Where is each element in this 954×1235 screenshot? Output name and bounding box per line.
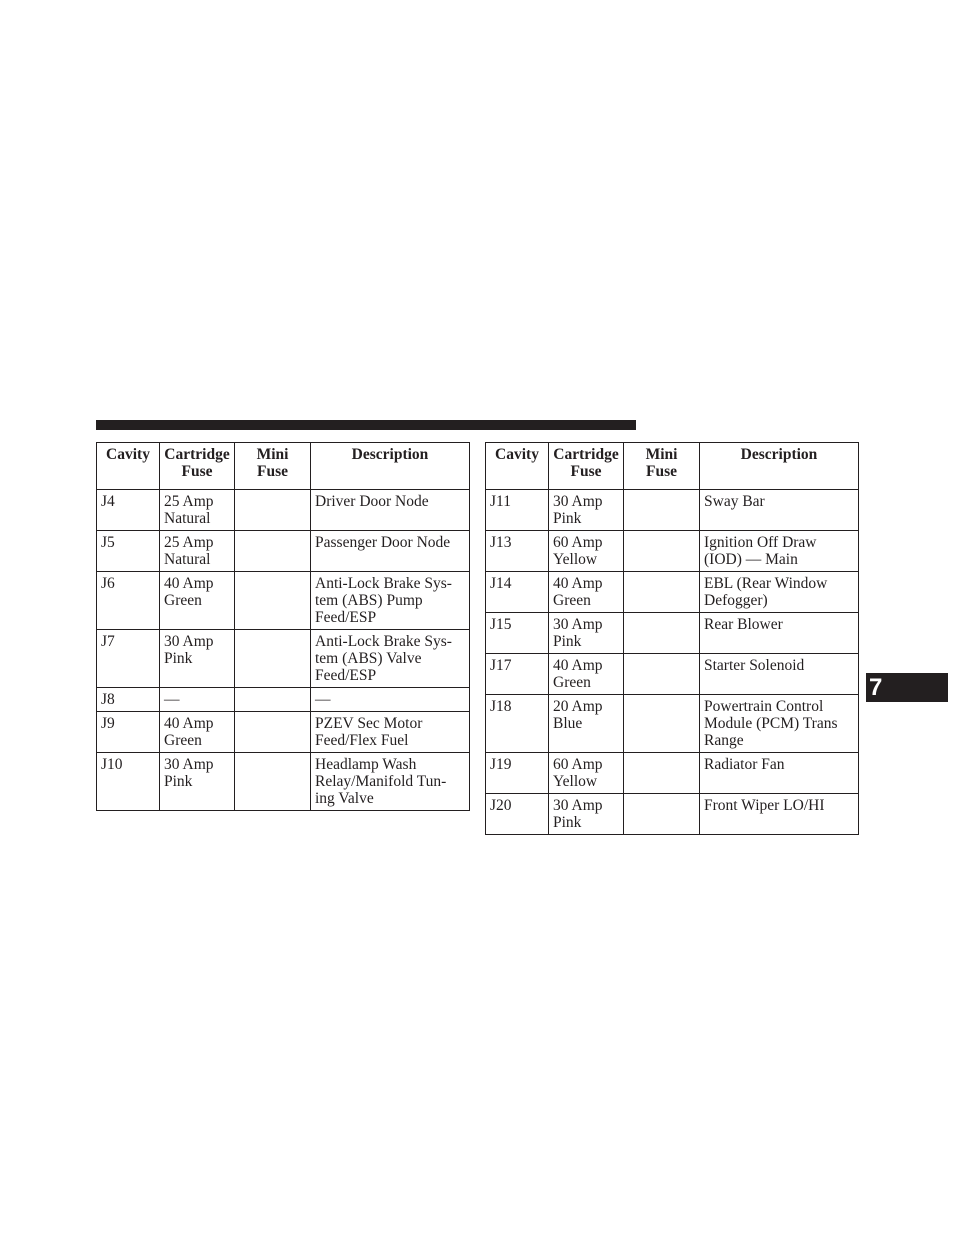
cell-cavity: J5: [97, 531, 160, 572]
fuse-table-left: [96, 442, 470, 811]
cell-cavity: J17: [486, 654, 549, 695]
cell-mini-fuse: [624, 531, 700, 572]
cell-mini-fuse: [624, 753, 700, 794]
header-mini-fuse: Mini Fuse: [624, 443, 700, 490]
cell-mini-fuse: [235, 572, 311, 630]
cell-cavity: J8: [97, 688, 160, 712]
cell-description: Powertrain Control Module (PCM) Trans Range: [700, 695, 859, 753]
header-cavity: Cavity: [97, 443, 160, 490]
cell-cavity: J4: [97, 490, 160, 531]
cell-cartridge-fuse: 40 Amp Green: [160, 712, 235, 753]
cell-cartridge-fuse: 60 Amp Yellow: [549, 531, 624, 572]
cell-cavity: J7: [97, 630, 160, 688]
table-row: [486, 572, 859, 613]
cell-mini-fuse: [235, 490, 311, 531]
table-row: [486, 490, 859, 531]
cell-cavity: J9: [97, 712, 160, 753]
cell-description: EBL (Rear Window Defogger): [700, 572, 859, 613]
cell-cartridge-fuse: 30 Amp Pink: [549, 794, 624, 835]
cell-description: —: [311, 688, 470, 712]
cell-mini-fuse: [235, 712, 311, 753]
cell-cavity: J11: [486, 490, 549, 531]
table-header-row: [97, 443, 470, 490]
cell-mini-fuse: [235, 630, 311, 688]
cell-description: Radiator Fan: [700, 753, 859, 794]
cell-description: Headlamp Wash Relay/Manifold Tun- ing Valve: [311, 753, 470, 811]
cell-cartridge-fuse: 25 Amp Natural: [160, 531, 235, 572]
cell-mini-fuse: [624, 613, 700, 654]
cell-cavity: J15: [486, 613, 549, 654]
cell-cartridge-fuse: 30 Amp Pink: [549, 613, 624, 654]
cell-description: Driver Door Node: [311, 490, 470, 531]
header-mini-fuse: Mini Fuse: [235, 443, 311, 490]
table-body: [486, 490, 859, 835]
chapter-tab: 7: [866, 673, 948, 702]
table-row: [97, 490, 470, 531]
cell-description: Starter Solenoid: [700, 654, 859, 695]
cell-description: Rear Blower: [700, 613, 859, 654]
cell-cartridge-fuse: 40 Amp Green: [160, 572, 235, 630]
cell-mini-fuse: [624, 794, 700, 835]
cell-cartridge-fuse: 30 Amp Pink: [160, 753, 235, 811]
table-row: [97, 531, 470, 572]
cell-mini-fuse: [235, 531, 311, 572]
cell-cartridge-fuse: 40 Amp Green: [549, 654, 624, 695]
table-header-row: [486, 443, 859, 490]
cell-cartridge-fuse: 40 Amp Green: [549, 572, 624, 613]
table-row: [486, 794, 859, 835]
table-row: [486, 695, 859, 753]
header-description: Description: [311, 443, 470, 490]
cell-mini-fuse: [624, 695, 700, 753]
cell-cavity: J19: [486, 753, 549, 794]
cell-cavity: J20: [486, 794, 549, 835]
table-row: [97, 688, 470, 712]
cell-cavity: J13: [486, 531, 549, 572]
table-row: [486, 654, 859, 695]
table-row: [97, 712, 470, 753]
header-description: Description: [700, 443, 859, 490]
table-row: [486, 531, 859, 572]
table-body: [97, 490, 470, 811]
cell-cartridge-fuse: —: [160, 688, 235, 712]
table-row: [486, 753, 859, 794]
cell-cartridge-fuse: 20 Amp Blue: [549, 695, 624, 753]
cell-mini-fuse: [624, 572, 700, 613]
cell-cartridge-fuse: 30 Amp Pink: [160, 630, 235, 688]
cell-cartridge-fuse: 25 Amp Natural: [160, 490, 235, 531]
cell-mini-fuse: [624, 490, 700, 531]
table-row: [97, 630, 470, 688]
table-row: [97, 753, 470, 811]
table-row: [97, 572, 470, 630]
cell-mini-fuse: [624, 654, 700, 695]
cell-description: Passenger Door Node: [311, 531, 470, 572]
header-cavity: Cavity: [486, 443, 549, 490]
cell-mini-fuse: [235, 753, 311, 811]
cell-cavity: J14: [486, 572, 549, 613]
cell-description: Ignition Off Draw (IOD) — Main: [700, 531, 859, 572]
header-cartridge-fuse: Cartridge Fuse: [160, 443, 235, 490]
section-rule: [96, 420, 636, 430]
cell-cartridge-fuse: 60 Amp Yellow: [549, 753, 624, 794]
cell-description: PZEV Sec Motor Feed/Flex Fuel: [311, 712, 470, 753]
table-row: [486, 613, 859, 654]
cell-cavity: J10: [97, 753, 160, 811]
cell-description: Front Wiper LO/HI: [700, 794, 859, 835]
header-cartridge-fuse: Cartridge Fuse: [549, 443, 624, 490]
cell-mini-fuse: [235, 688, 311, 712]
fuse-table-right: [485, 442, 859, 835]
cell-description: Sway Bar: [700, 490, 859, 531]
cell-description: Anti-Lock Brake Sys- tem (ABS) Valve Feed/ESP: [311, 630, 470, 688]
cell-cavity: J6: [97, 572, 160, 630]
cell-cavity: J18: [486, 695, 549, 753]
cell-cartridge-fuse: 30 Amp Pink: [549, 490, 624, 531]
cell-description: Anti-Lock Brake Sys- tem (ABS) Pump Feed/ESP: [311, 572, 470, 630]
